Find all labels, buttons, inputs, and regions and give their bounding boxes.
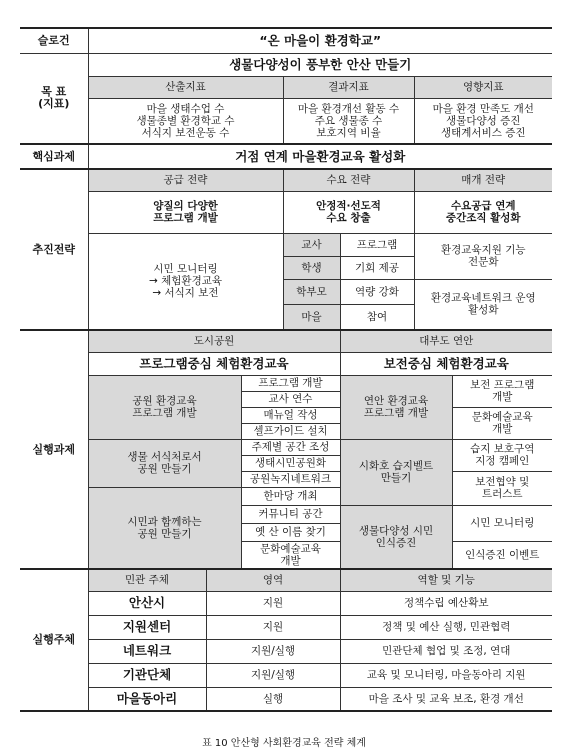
park-citizen-item: 문화예술교육 개발 bbox=[241, 541, 340, 569]
strategy-mediation-title: 수요공급 연계 중간조직 활성화 bbox=[414, 191, 552, 233]
table-caption: 표 10 안산형 사회환경교육 전략 체계 bbox=[202, 738, 366, 749]
demand-role-student: 기회 제공 bbox=[340, 256, 414, 279]
strategy-header-mediation: 매개 전략 bbox=[414, 169, 552, 191]
actor-role: 마을 조사 및 교육 보조, 환경 개선 bbox=[340, 687, 552, 711]
strategy-table-wrapper bbox=[20, 27, 552, 712]
coast-wetland-item: 보전협약 및 트러스트 bbox=[452, 471, 552, 505]
actor-role: 정책수립 예산확보 bbox=[340, 591, 552, 615]
mediation-network: 환경교육네트워크 운영 활성화 bbox=[414, 279, 552, 330]
mediation-support: 환경교육지원 기능 전문화 bbox=[414, 233, 552, 279]
strategy-demand-title: 안정적·선도적 수요 창출 bbox=[283, 191, 414, 233]
coast-program-item: 문화예술교육 개발 bbox=[452, 407, 552, 439]
park-habitat-item: 공원녹지네트워크 bbox=[241, 471, 340, 487]
strategy-label: 추진전략 bbox=[20, 169, 88, 330]
park-habitat-item: 주제별 공간 조성 bbox=[241, 439, 340, 455]
park-citizen-item: 커뮤니티 공간 bbox=[241, 505, 340, 523]
demand-target-village: 마을 bbox=[283, 304, 340, 330]
strategy-header-demand: 수요 전략 bbox=[283, 169, 414, 191]
coast-awareness-item: 시민 모니터링 bbox=[452, 505, 552, 541]
park-program-item: 셀프가이드 설치 bbox=[241, 423, 340, 439]
demand-role-parent: 역량 강화 bbox=[340, 279, 414, 304]
strategy-table bbox=[20, 27, 552, 712]
actors-header-area: 영역 bbox=[206, 569, 340, 591]
goals-output-items: 마을 생태수업 수 생물종별 환경학교 수 서식지 보전운동 수 bbox=[88, 98, 283, 144]
park-group-citizen: 시민과 함께하는 공원 만들기 bbox=[88, 487, 241, 569]
goals-impact-items: 마을 환경 만족도 개선 생물다양성 증진 생태계서비스 증진 bbox=[414, 98, 552, 144]
tasks-theme-coast: 보전중심 체험환경교육 bbox=[340, 352, 552, 375]
goals-result-items: 마을 환경개선 활동 수 주요 생물종 수 보호지역 비율 bbox=[283, 98, 414, 144]
goals-header-impact: 영향지표 bbox=[414, 76, 552, 98]
goals-label: 목 표 (지표) bbox=[20, 53, 88, 144]
coast-awareness-item: 인식증진 이벤트 bbox=[452, 541, 552, 569]
actor-name: 안산시 bbox=[88, 591, 206, 615]
strategy-header-supply: 공급 전략 bbox=[88, 169, 283, 191]
park-program-item: 교사 연수 bbox=[241, 391, 340, 407]
tasks-theme-park: 프로그램중심 체험환경교육 bbox=[88, 352, 340, 375]
core-label: 핵심과제 bbox=[20, 144, 88, 169]
park-group-program: 공원 환경교육 프로그램 개발 bbox=[88, 375, 241, 439]
coast-group-awareness: 생물다양성 시민 인식증진 bbox=[340, 505, 452, 569]
park-citizen-item: 옛 산 이름 찾기 bbox=[241, 523, 340, 541]
actor-area: 지원 bbox=[206, 591, 340, 615]
actor-role: 교육 및 모니터링, 마을동아리 지원 bbox=[340, 663, 552, 687]
park-citizen-item: 한마당 개최 bbox=[241, 487, 340, 505]
actor-area: 지원/실행 bbox=[206, 639, 340, 663]
actor-name: 기관단체 bbox=[88, 663, 206, 687]
goals-header-output: 산출지표 bbox=[88, 76, 283, 98]
coast-group-wetland: 시화호 습지벨트 만들기 bbox=[340, 439, 452, 505]
demand-target-student: 학생 bbox=[283, 256, 340, 279]
tasks-area-park: 도시공원 bbox=[88, 330, 340, 352]
goals-vision: 생물다양성이 풍부한 안산 만들기 bbox=[88, 53, 552, 76]
actor-name: 마을동아리 bbox=[88, 687, 206, 711]
actor-name: 지원센터 bbox=[88, 615, 206, 639]
park-program-item: 매뉴얼 작성 bbox=[241, 407, 340, 423]
actor-name: 네트워크 bbox=[88, 639, 206, 663]
demand-target-teacher: 교사 bbox=[283, 233, 340, 256]
actors-header-role: 역할 및 기능 bbox=[340, 569, 552, 591]
coast-program-item: 보전 프로그램 개발 bbox=[452, 375, 552, 407]
tasks-area-coast: 대부도 연안 bbox=[340, 330, 552, 352]
park-program-item: 프로그램 개발 bbox=[241, 375, 340, 391]
demand-target-parent: 학부모 bbox=[283, 279, 340, 304]
coast-group-program: 연안 환경교육 프로그램 개발 bbox=[340, 375, 452, 439]
demand-role-village: 참여 bbox=[340, 304, 414, 330]
actors-header-subject: 민관 주체 bbox=[88, 569, 206, 591]
coast-wetland-item: 습지 보호구역 지정 캠페인 bbox=[452, 439, 552, 471]
strategy-supply-detail: 시민 모니터링 → 체험환경교육 → 서식지 보전 bbox=[88, 233, 283, 330]
slogan-label: 슬로건 bbox=[20, 28, 88, 53]
park-group-habitat: 생물 서식처로서 공원 만들기 bbox=[88, 439, 241, 487]
park-habitat-item: 생태시민공원화 bbox=[241, 455, 340, 471]
goals-header-result: 결과지표 bbox=[283, 76, 414, 98]
demand-role-teacher: 프로그램 bbox=[340, 233, 414, 256]
actor-role: 민관단체 협업 및 조정, 연대 bbox=[340, 639, 552, 663]
actor-area: 실행 bbox=[206, 687, 340, 711]
strategy-supply-title: 양질의 다양한 프로그램 개발 bbox=[88, 191, 283, 233]
actors-label: 실행주체 bbox=[20, 569, 88, 711]
actor-area: 지원/실행 bbox=[206, 663, 340, 687]
tasks-label: 실행과제 bbox=[20, 330, 88, 569]
core-text: 거점 연계 마을환경교육 활성화 bbox=[88, 144, 552, 169]
actor-area: 지원 bbox=[206, 615, 340, 639]
actor-role: 정책 및 예산 실행, 민관협력 bbox=[340, 615, 552, 639]
slogan-text: “온 마을이 환경학교” bbox=[88, 28, 552, 53]
